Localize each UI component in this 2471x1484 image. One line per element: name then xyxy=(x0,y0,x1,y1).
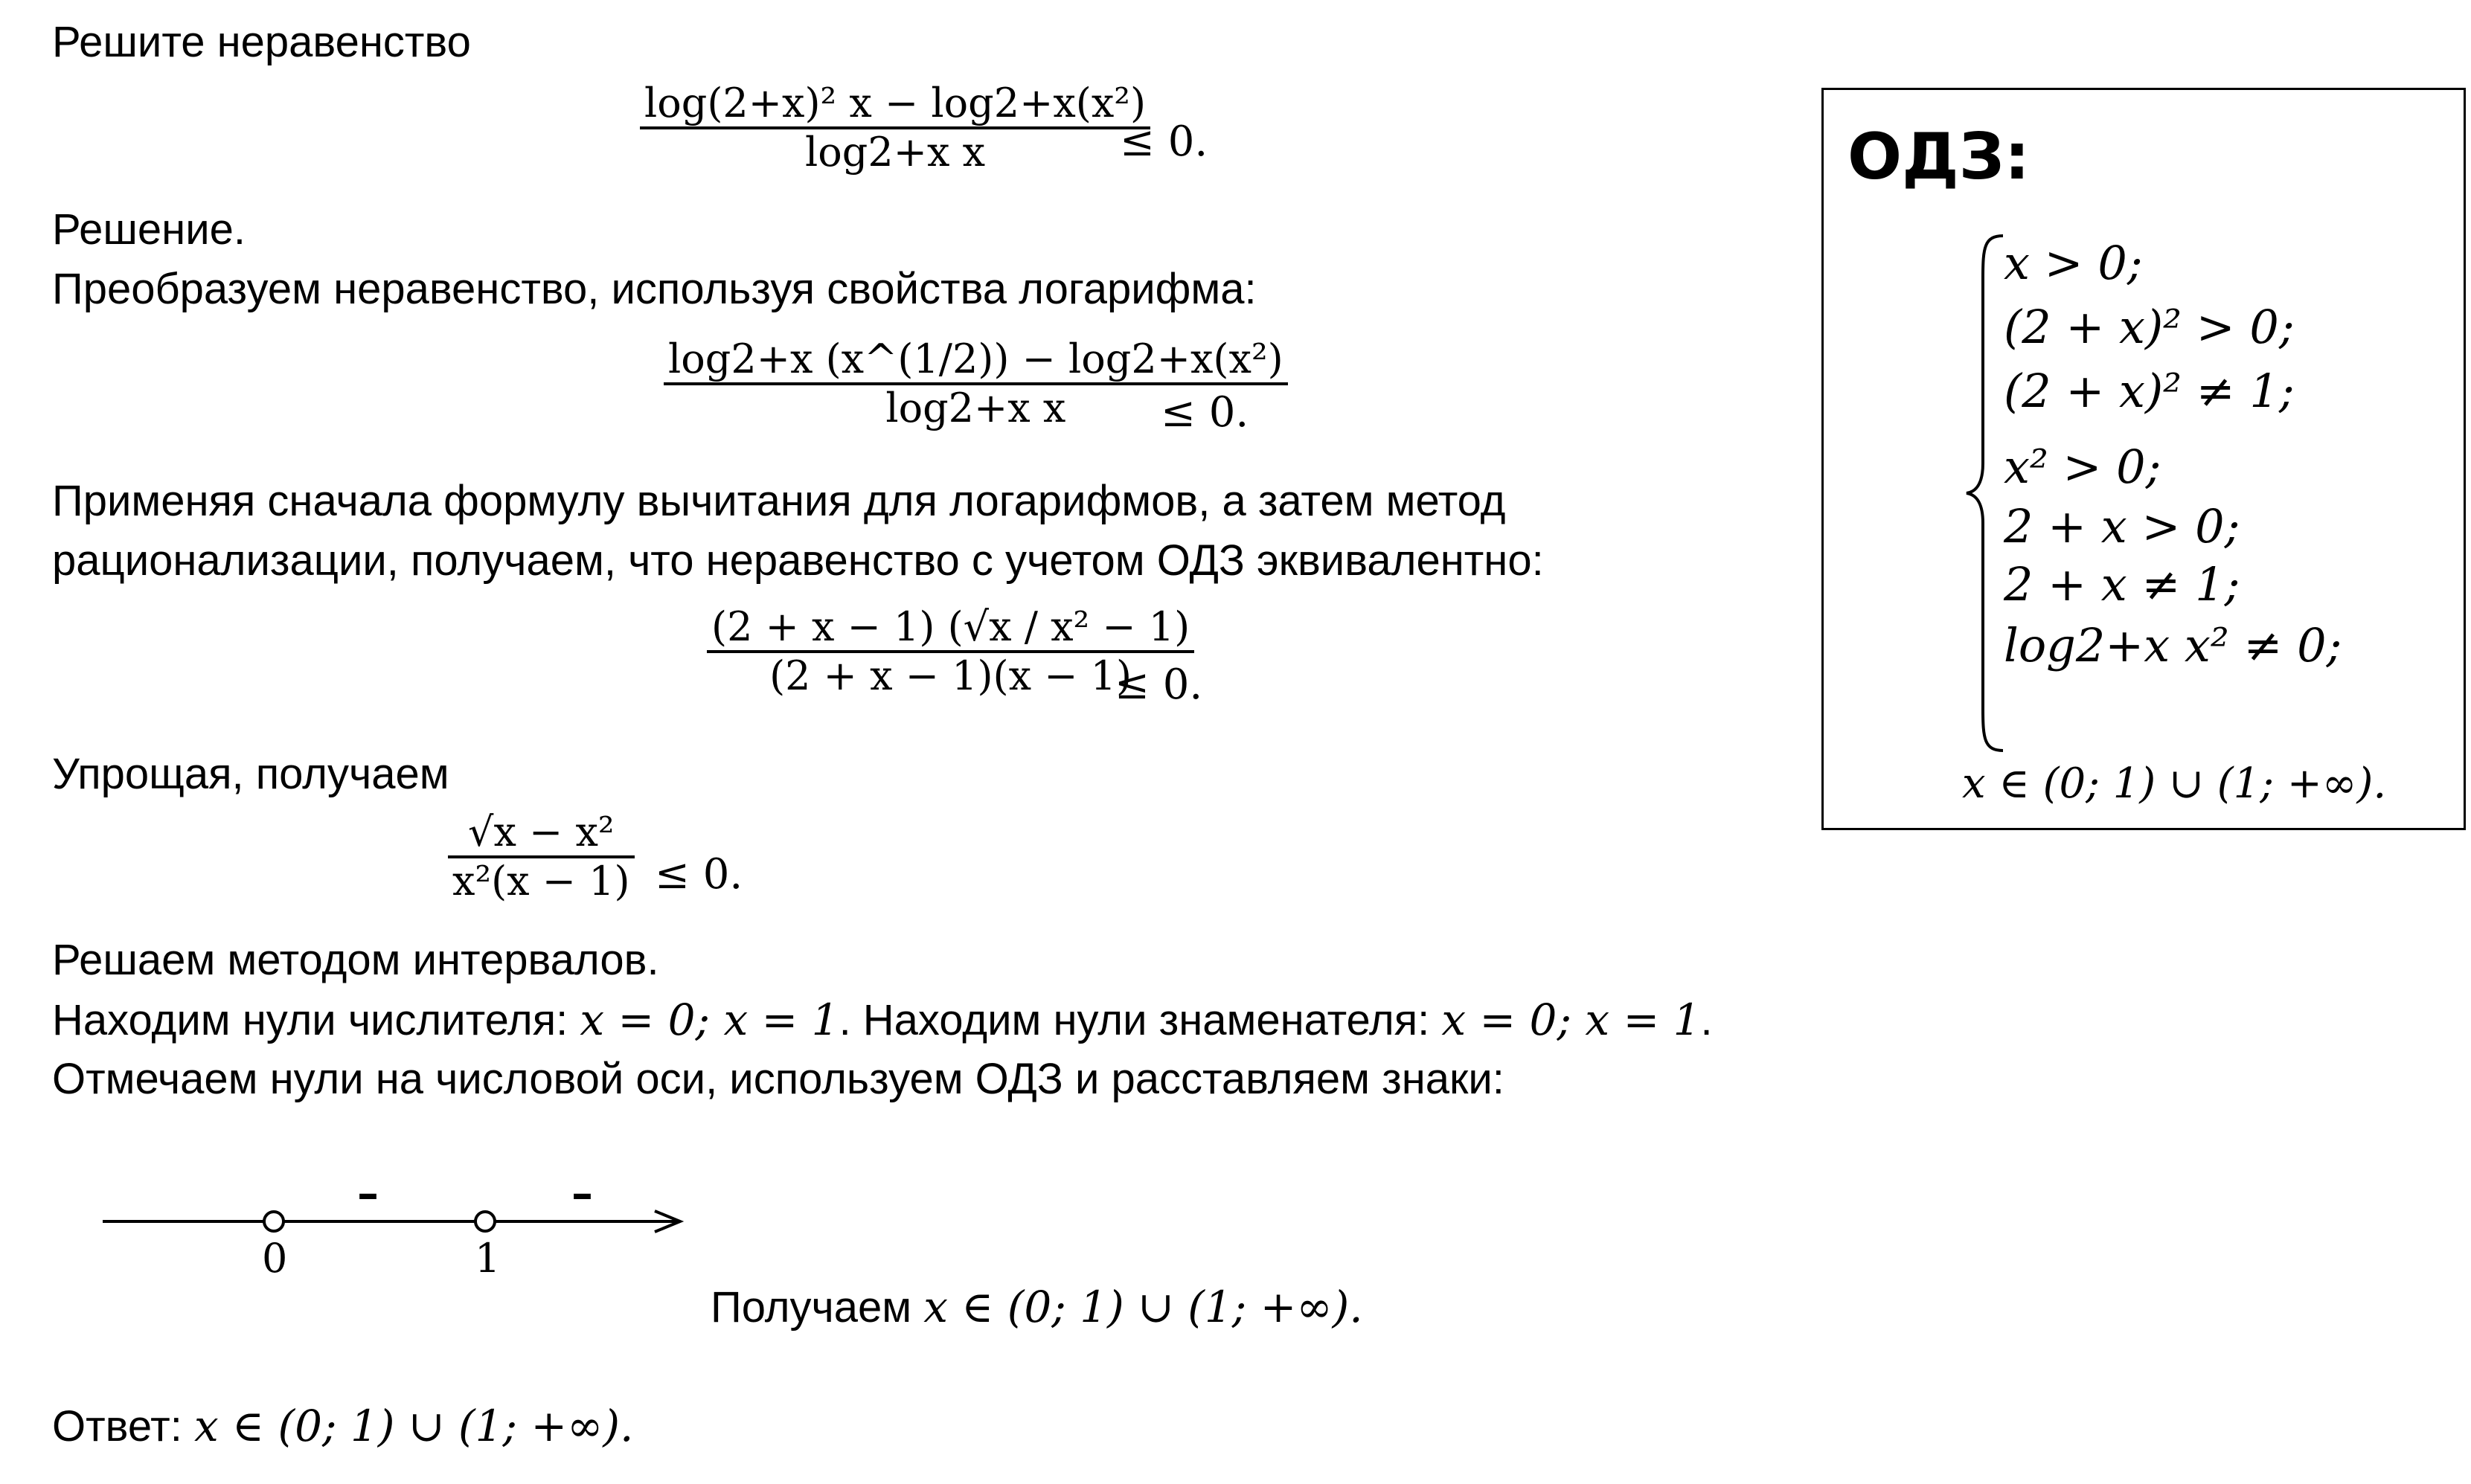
zeros-text-b: . Находим нули знаменателя: xyxy=(839,996,1442,1044)
axis-sign-1: – xyxy=(357,1168,379,1218)
number-axis-graphic xyxy=(97,1183,692,1287)
solution-step-2-line-2: рационализации, получаем, что неравенство с учетом ОДЗ эквивалентно: xyxy=(52,536,1544,585)
answer-math: x ∈ (0; 1) ∪ (1; +∞). xyxy=(193,1401,634,1451)
axis-sign-2: – xyxy=(571,1168,593,1218)
inequality-1-relation: ≤ 0. xyxy=(1120,118,1208,166)
odz-box xyxy=(1821,88,2466,830)
solution-step-5: Отмечаем нули на числовой оси, используем ОДЗ и расставляем знаки: xyxy=(52,1055,1504,1103)
inequality-3-relation: ≤ 0. xyxy=(1115,661,1203,709)
odz-condition-1: x > 0; xyxy=(2004,236,2143,290)
zeros-math-a: x = 0; x = 1 xyxy=(580,995,839,1045)
odz-condition-5: 2 + x > 0; xyxy=(2004,499,2240,553)
solution-step-2-line-1: Применяя сначала формулу вычитания для логарифмов, а затем метод xyxy=(52,477,1506,525)
odz-condition-3: (2 + x)² ≠ 1; xyxy=(2004,364,2295,418)
result-math: x ∈ (0; 1) ∪ (1; +∞). xyxy=(923,1282,1363,1332)
result-line xyxy=(711,1282,1363,1332)
inequality-3-numerator: (2 + x − 1) (√x / x² − 1) xyxy=(711,603,1190,650)
solution-step-4: Решаем методом интервалов. xyxy=(52,936,659,984)
inequality-1 xyxy=(640,80,1150,176)
inequality-3-denominator: (2 + x − 1)(x − 1) xyxy=(769,652,1132,700)
odz-brace xyxy=(1962,233,2007,754)
inequality-1-denominator: log2+x x xyxy=(805,129,986,176)
solution-step-1: Преобразуем неравенство, используя свойства логарифма: xyxy=(52,265,1257,313)
zeros-math-b: x = 0; x = 1 xyxy=(1441,995,1701,1045)
answer-line xyxy=(52,1401,634,1451)
inequality-4-denominator: x²(x − 1) xyxy=(452,858,630,905)
number-axis xyxy=(97,1168,692,1287)
inequality-1-numerator: log(2+x)² x − log2+x(x²) xyxy=(644,80,1147,126)
odz-condition-6: 2 + x ≠ 1; xyxy=(2004,557,2240,611)
answer-label: Ответ: xyxy=(52,1402,194,1451)
zeros-text-a: Находим нули числителя: xyxy=(52,996,580,1044)
zeros-line xyxy=(52,995,1713,1045)
problem-title: Решите неравенство xyxy=(52,18,471,66)
odz-condition-2: (2 + x)² > 0; xyxy=(2004,300,2295,354)
odz-title: ОДЗ: xyxy=(1847,120,2031,194)
inequality-4-relation: ≤ 0. xyxy=(655,850,743,899)
inequality-2-numerator: log2+x (x^(1/2)) − log2+x(x²) xyxy=(668,335,1283,382)
axis-label-1: 1 xyxy=(475,1235,501,1282)
axis-point-1 xyxy=(475,1212,495,1231)
solution-heading: Решение. xyxy=(52,205,246,254)
axis-point-0 xyxy=(264,1212,283,1231)
result-text: Получаем xyxy=(711,1283,924,1332)
odz-result: x ∈ (0; 1) ∪ (1; +∞). xyxy=(1962,759,2387,808)
odz-condition-7: log2+x x² ≠ 0; xyxy=(2004,618,2342,672)
inequality-2-relation: ≤ 0. xyxy=(1161,388,1249,437)
axis-label-0: 0 xyxy=(262,1235,288,1282)
inequality-4-numerator: √x − x² xyxy=(468,809,615,855)
inequality-2-denominator: log2+x x xyxy=(885,385,1066,432)
odz-condition-4: x² > 0; xyxy=(2004,440,2161,494)
solution-step-3: Упрощая, получаем xyxy=(52,750,449,798)
zeros-end: . xyxy=(1700,996,1713,1044)
inequality-4 xyxy=(448,809,635,905)
